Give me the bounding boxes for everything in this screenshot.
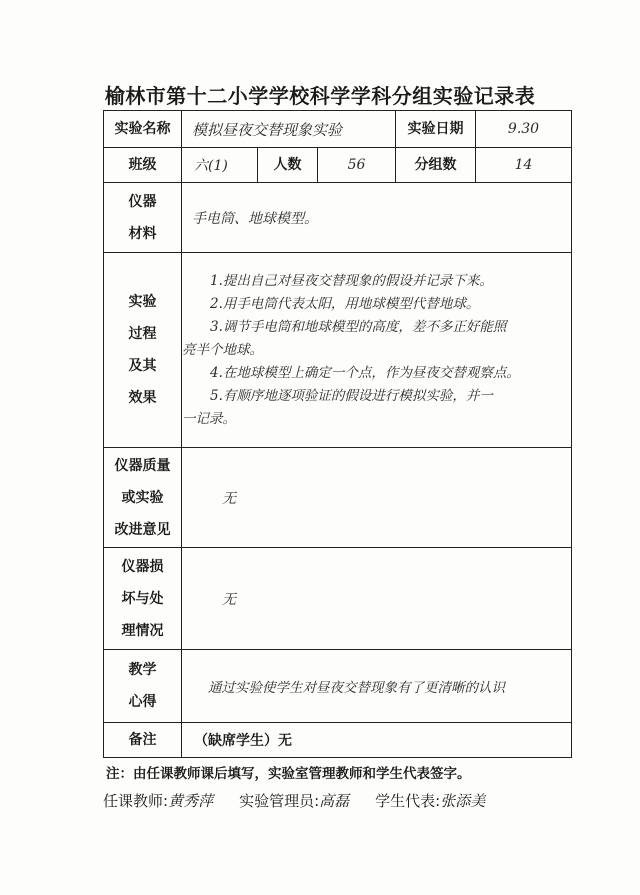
process-step: 2.用手电筒代表太阳，用地球模型代替地球。	[210, 295, 480, 312]
row-experiment-name	[104, 111, 572, 148]
row-process	[104, 253, 572, 448]
footer-note: 注：由任课教师课后填写，实验室管理教师和学生代表签字。	[106, 766, 471, 782]
class-value: 六(1)	[182, 148, 258, 183]
equipment-value: 手电筒、地球模型。	[182, 183, 572, 253]
process-step: 3.调节手电筒和地球模型的高度，差不多正好能照	[210, 318, 507, 335]
process-label-line4: 效果	[128, 390, 157, 406]
quality-label	[104, 448, 182, 548]
process-step: 一记录。	[182, 410, 236, 427]
process-label-line3: 及其	[128, 358, 157, 374]
process-steps	[182, 253, 572, 448]
process-label	[104, 253, 182, 448]
remarks-label: 备注	[104, 723, 182, 758]
form-title: 榆林市第十二小学学校科学学科分组实验记录表	[104, 84, 536, 108]
row-quality	[104, 448, 572, 548]
experiment-name-label: 实验名称	[104, 111, 182, 148]
groups-label: 分组数	[396, 148, 476, 183]
row-experience	[104, 650, 572, 723]
process-step: 1.提出自己对昼夜交替现象的假设并记录下来。	[210, 272, 493, 289]
student-label: 学生代表:	[375, 792, 441, 810]
count-label: 人数	[258, 148, 318, 183]
row-class-info	[104, 148, 572, 183]
groups-value: 14	[476, 148, 572, 183]
row-equipment	[104, 183, 572, 253]
experience-label-line2: 心得	[128, 694, 157, 710]
process-step: 4.在地球模型上确定一个点，作为昼夜交替观察点。	[210, 364, 520, 381]
count-value: 56	[318, 148, 396, 183]
teacher-signature	[103, 790, 213, 811]
quality-value: 无	[182, 448, 572, 548]
equipment-label-line1: 仪器	[128, 193, 157, 210]
experiment-name-value: 模拟昼夜交替现象实验	[182, 111, 396, 148]
process-step: 亮半个地球。	[182, 341, 263, 358]
experiment-date-label: 实验日期	[396, 111, 476, 148]
damage-value: 无	[182, 548, 572, 650]
student-signature	[375, 790, 485, 811]
quality-label-line1: 仪器质量	[114, 457, 171, 474]
damage-label-line3: 理情况	[121, 622, 164, 639]
record-table	[103, 110, 572, 758]
experience-value: 通过实验使学生对昼夜交替现象有了更清晰的认识	[182, 650, 572, 723]
experience-label-line1: 教学	[128, 662, 157, 678]
student-name: 张添美	[440, 792, 486, 810]
quality-label-line2: 或实验	[121, 489, 164, 506]
manager-label: 实验管理员:	[239, 792, 320, 810]
experience-label	[104, 650, 182, 723]
process-label-line2: 过程	[128, 326, 157, 342]
equipment-label	[104, 183, 182, 253]
row-remarks	[104, 723, 572, 758]
damage-label-line1: 仪器损	[121, 558, 164, 575]
damage-label	[104, 548, 182, 650]
remarks-value: （缺席学生）无	[182, 723, 572, 758]
process-label-line1: 实验	[128, 294, 157, 310]
signature-line	[103, 790, 583, 811]
damage-label-line2: 坏与处	[121, 590, 164, 607]
teacher-name: 黄秀萍	[168, 792, 214, 810]
row-damage	[104, 548, 572, 650]
class-label: 班级	[104, 148, 182, 183]
manager-signature	[239, 790, 349, 811]
process-step: 5.有顺序地逐项验证的假设进行模拟实验，并一	[210, 387, 493, 404]
experiment-date-value: 9.30	[476, 111, 572, 148]
quality-label-line3: 改进意见	[114, 521, 171, 538]
equipment-label-line2: 材料	[128, 225, 157, 242]
teacher-label: 任课教师:	[103, 792, 169, 810]
manager-name: 高磊	[319, 792, 350, 810]
